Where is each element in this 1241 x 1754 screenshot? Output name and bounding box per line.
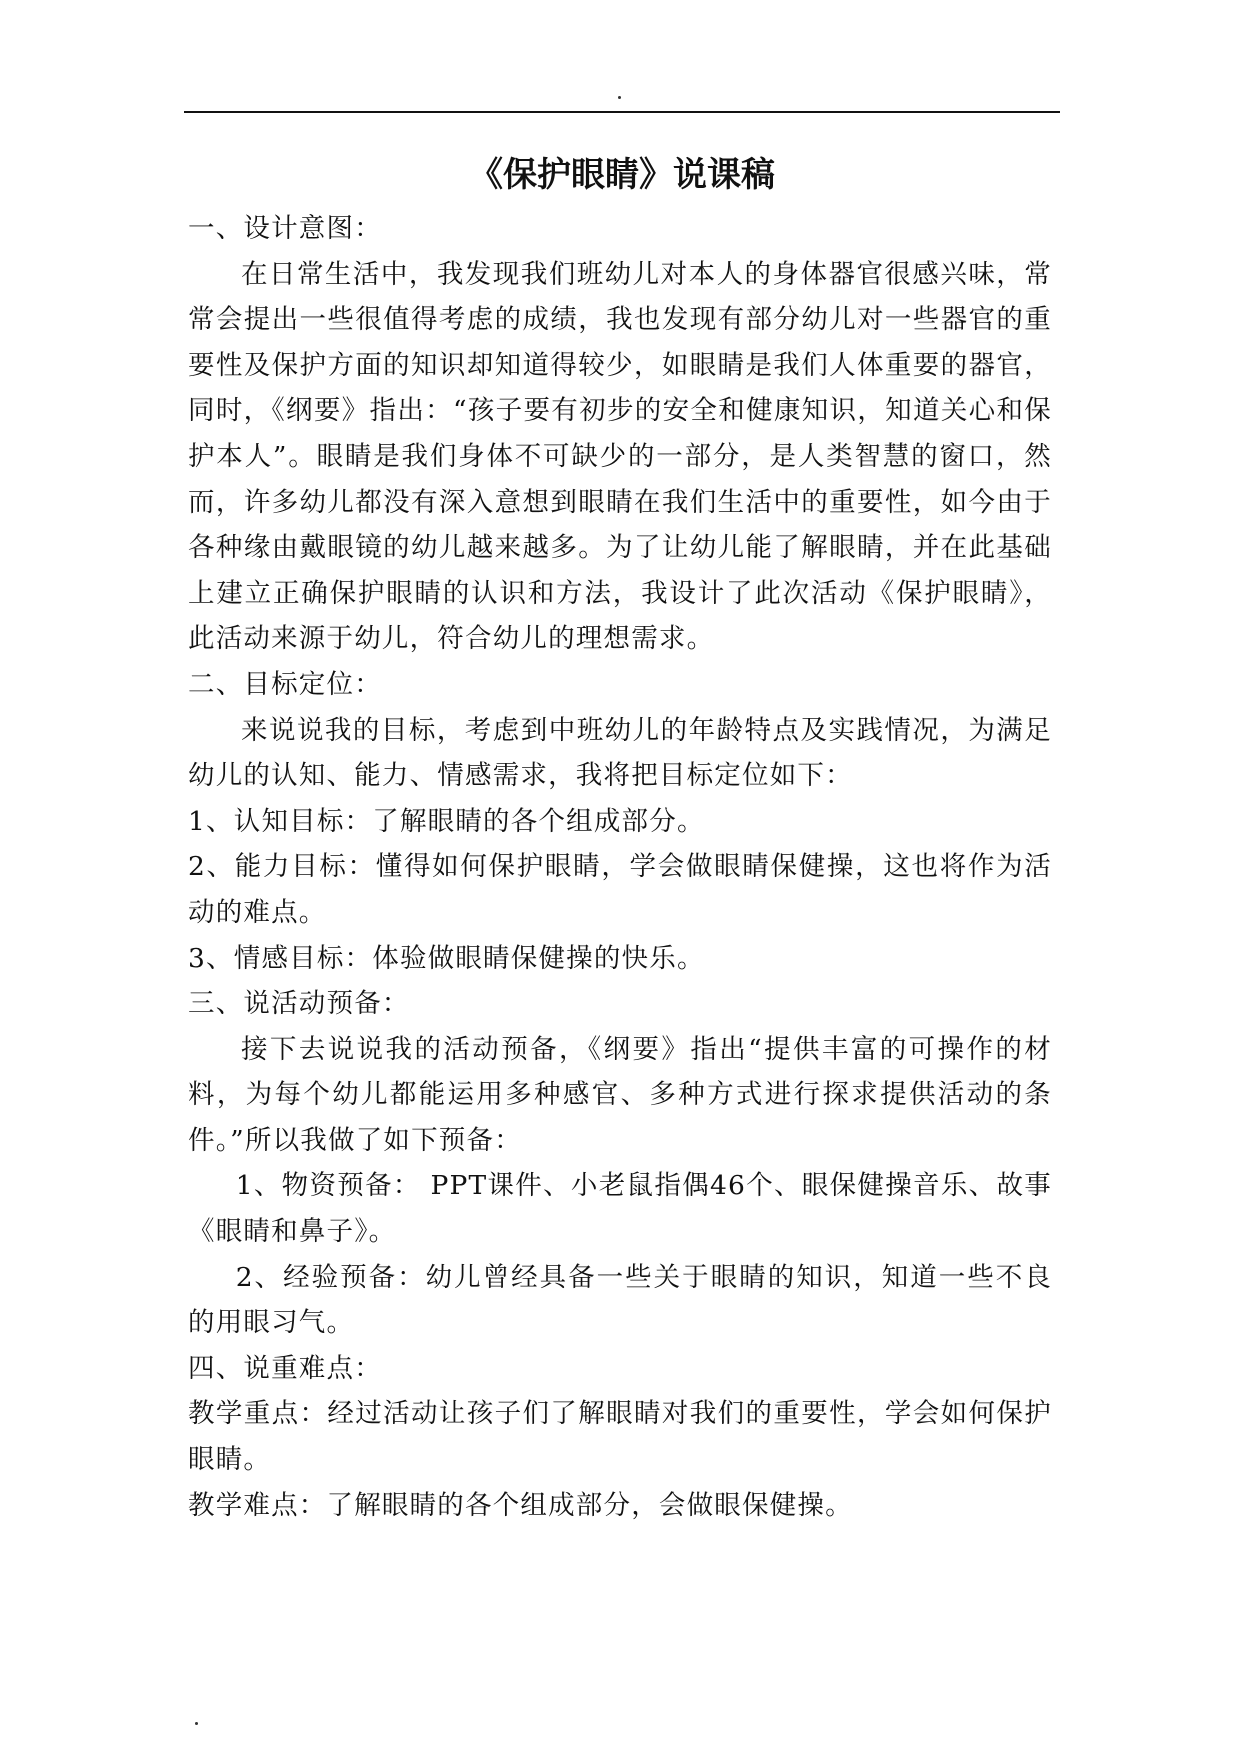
- section-heading-key-points: 四、说重难点：: [188, 1352, 382, 1384]
- header-mark: [618, 96, 621, 99]
- teaching-key-point: 教学重点：经过活动让孩子们了解眼睛对我们的重要性，学会如何保护眼睛。: [188, 1398, 1052, 1476]
- section-heading-design-intent: 一、设计意图：: [188, 213, 382, 244]
- paragraph-preparation-intro: 接下去说说我的活动预备，《纲要》指出“提供丰富的可操作的材料，为每个幼儿都能运用多种感官、多种方式进行探求提供活动的条件。”所以我做了如下预备：: [188, 1033, 1052, 1156]
- teaching-difficulty: 教学难点：了解眼睛的各个组成部分，会做眼保健操。: [188, 1489, 853, 1521]
- goal-emotion: 3、情感目标：体验做眼睛保健操的快乐。: [188, 942, 705, 974]
- goal-cognitive: 1、认知目标：了解眼睛的各个组成部分。: [188, 805, 705, 837]
- document-title: 《保护眼睛》说课稿: [469, 155, 775, 195]
- paragraph-design-intent: 在日常生活中，我发现我们班幼儿对本人的身体器官很感兴味，常常会提出一些很值得考虑的成绩，我也发现有部分幼儿对一些器官的重要性及保护方面的知识却知道得较少，如眼睛是我们人体重要的器官，同时，《纲要》指出：“孩子要有初步的安全和健康知识，知道关心和保护本人”。眼睛是我们身体不可缺少的一部分，是人类智慧的窗口，然而，许多幼儿都没有深入意想到眼睛在我们生活中的重要性，如今由于各种缘由戴眼镜的幼儿越来越多。为了让幼儿能了解眼睛，并在此基础上建立正确保护眼睛的认识和方法，我设计了此次活动《保护眼睛》，此活动来源于幼儿，符合幼儿的理想需求。: [188, 258, 1052, 655]
- document-body: [188, 206, 1052, 1528]
- preparation-materials: 1、物资预备： PPT课件、小老鼠指偶46个、眼保健操音乐、故事《眼睛和鼻子》。: [188, 1170, 1052, 1248]
- header-rule: [184, 111, 1060, 113]
- section-heading-preparation: 三、说活动预备：: [188, 988, 410, 1020]
- goal-ability: 2、能力目标：懂得如何保护眼睛，学会做眼睛保健操，这也将作为活动的难点。: [188, 851, 1052, 928]
- preparation-experience: 2、经验预备：幼儿曾经具备一些关于眼睛的知识，知道一些不良的用眼习气。: [188, 1261, 1052, 1339]
- footer-mark: [195, 1722, 198, 1725]
- section-heading-goals: 二、目标定位：: [188, 668, 382, 700]
- paragraph-goals-intro: 来说说我的目标，考虑到中班幼儿的年龄特点及实践情况，为满足幼儿的认知、能力、情感需求，我将把目标定位如下：: [188, 714, 1052, 792]
